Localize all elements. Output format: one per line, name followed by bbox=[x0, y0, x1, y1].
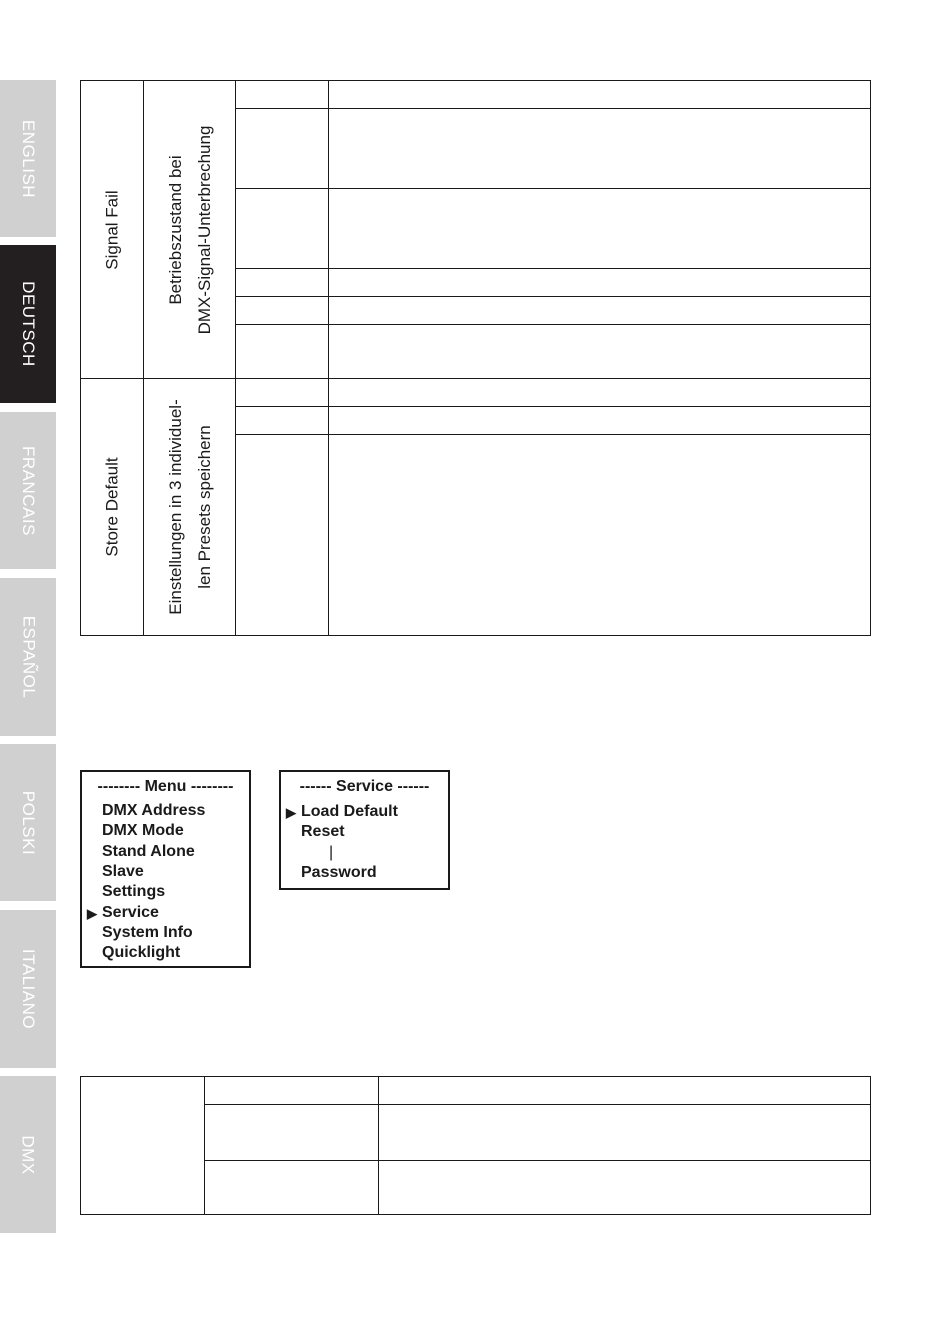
menu-item-dmx-address[interactable]: DMX Address bbox=[102, 802, 206, 819]
menu-item-settings[interactable]: Settings bbox=[102, 883, 166, 900]
menu-item-quicklight[interactable]: Quicklight bbox=[102, 944, 181, 961]
table-cell bbox=[329, 269, 871, 297]
signal-fail-description-cell bbox=[144, 81, 236, 379]
tab-english[interactable] bbox=[0, 80, 56, 237]
table-cell bbox=[236, 325, 329, 379]
table-cell bbox=[236, 269, 329, 297]
tab-espanol-label: ESPAÑOL bbox=[19, 615, 38, 699]
menu-item-slave[interactable]: Slave bbox=[102, 863, 144, 880]
tab-dmx-label: DMX bbox=[19, 1134, 38, 1175]
service-item-password[interactable]: Password bbox=[301, 864, 377, 881]
menu-item-service[interactable]: Service bbox=[102, 904, 159, 921]
menu-item-dmx-mode[interactable]: DMX Mode bbox=[102, 822, 184, 839]
table-cell bbox=[205, 1077, 379, 1105]
store-default-description-line: Einstellungen in 3 individuel- bbox=[165, 399, 185, 615]
table-cell bbox=[329, 81, 871, 109]
table-cell bbox=[205, 1105, 379, 1161]
signal-fail-description-line: DMX-Signal-Unterbrechung bbox=[194, 125, 214, 334]
store-default-description-line: len Presets speichern bbox=[194, 425, 214, 589]
tab-italiano[interactable] bbox=[0, 910, 56, 1068]
table-cell bbox=[379, 1077, 871, 1105]
menu-pointer-icon: ▶ bbox=[87, 906, 97, 921]
table-cell bbox=[329, 435, 871, 636]
table-cell bbox=[329, 109, 871, 189]
table-cell bbox=[236, 407, 329, 435]
service-item-separator: | bbox=[329, 844, 334, 861]
table-row bbox=[81, 81, 871, 109]
table-cell bbox=[236, 435, 329, 636]
service-pointer-icon: ▶ bbox=[286, 805, 296, 820]
table-cell bbox=[329, 379, 871, 407]
tab-dmx[interactable] bbox=[0, 1076, 56, 1233]
table-cell bbox=[236, 297, 329, 325]
signal-fail-description-line: Betriebszustand bei bbox=[165, 154, 185, 305]
tab-english-label: ENGLISH bbox=[19, 119, 39, 198]
tab-deutsch-label: DEUTSCH bbox=[19, 281, 39, 367]
menu-lcd-box bbox=[80, 770, 251, 968]
tab-italiano-label: ITALIANO bbox=[19, 948, 39, 1030]
service-lcd-box bbox=[279, 770, 450, 890]
table-cell bbox=[329, 189, 871, 269]
service-table bbox=[80, 1076, 871, 1215]
table-cell bbox=[236, 379, 329, 407]
table-cell bbox=[81, 1077, 205, 1215]
table-cell bbox=[236, 81, 329, 109]
signal-fail-label: Signal Fail bbox=[102, 189, 122, 270]
service-item-load-default[interactable]: Load Default bbox=[301, 803, 398, 820]
settings-table bbox=[80, 80, 871, 636]
menu-item-stand-alone[interactable]: Stand Alone bbox=[102, 843, 195, 860]
tab-polski[interactable] bbox=[0, 744, 56, 901]
store-default-description-cell bbox=[144, 379, 236, 636]
table-cell bbox=[236, 189, 329, 269]
table-cell bbox=[236, 109, 329, 189]
store-default-label: Store Default bbox=[102, 457, 122, 557]
table-cell bbox=[379, 1105, 871, 1161]
store-default-cell bbox=[81, 379, 144, 636]
service-header: ------ Service ------ bbox=[299, 778, 430, 795]
tab-espanol[interactable] bbox=[0, 578, 56, 736]
table-row bbox=[81, 379, 871, 407]
table-cell bbox=[379, 1161, 871, 1215]
tab-francais-label: FRANCAIS bbox=[19, 445, 38, 536]
table-cell bbox=[329, 297, 871, 325]
tab-deutsch[interactable] bbox=[0, 245, 56, 403]
menu-header: -------- Menu -------- bbox=[97, 778, 234, 795]
signal-fail-cell bbox=[81, 81, 144, 379]
tab-polski-label: POLSKI bbox=[19, 790, 39, 855]
table-row bbox=[81, 1077, 871, 1105]
table-cell bbox=[329, 325, 871, 379]
menu-item-system-info[interactable]: System Info bbox=[102, 924, 193, 941]
table-cell bbox=[329, 407, 871, 435]
tab-francais[interactable] bbox=[0, 412, 56, 569]
service-item-reset[interactable]: Reset bbox=[301, 823, 345, 840]
table-cell bbox=[205, 1161, 379, 1215]
